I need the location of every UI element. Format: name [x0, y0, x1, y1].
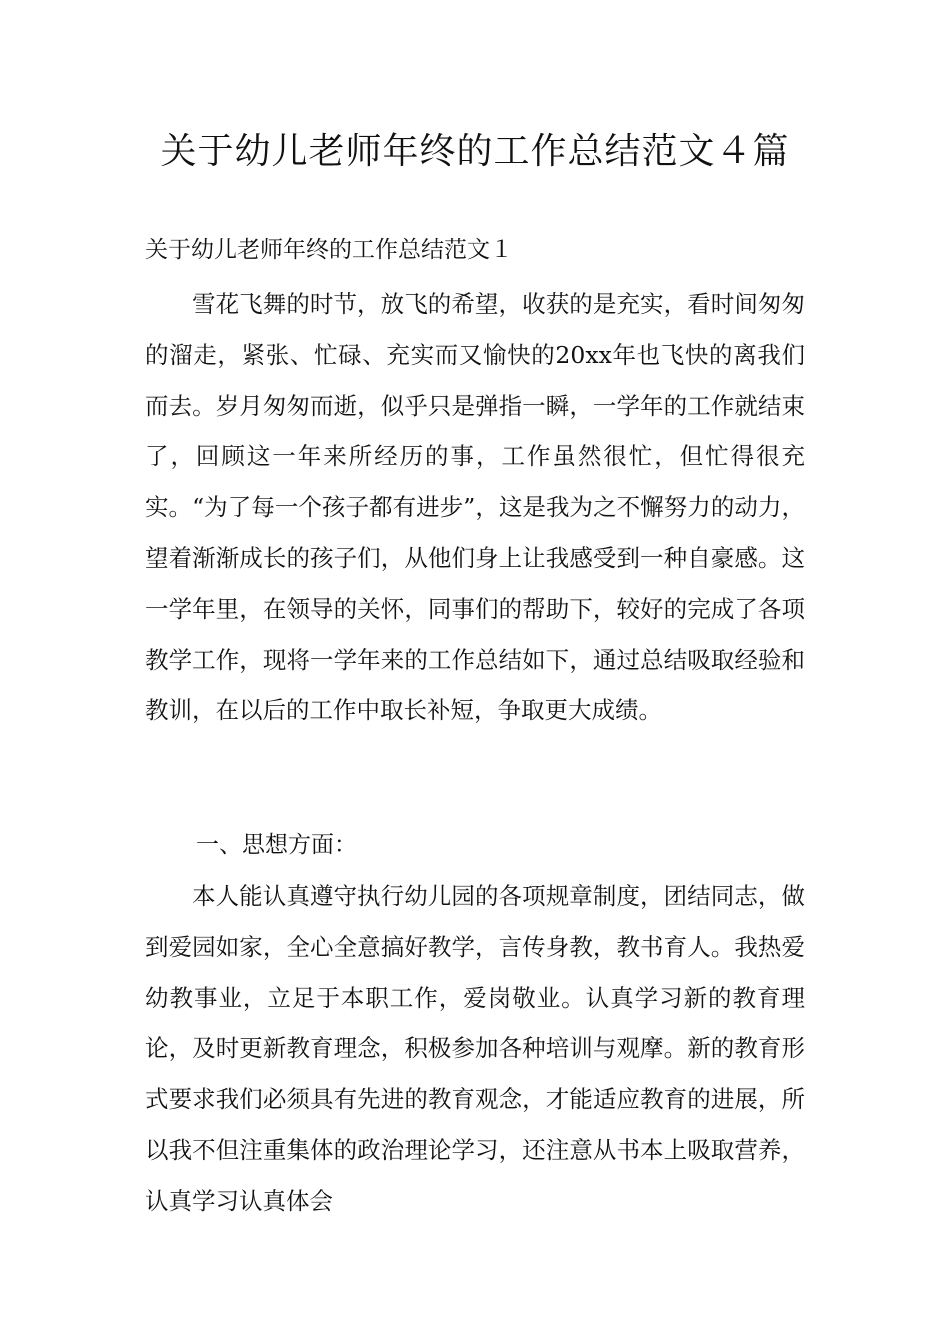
body-paragraph-1: 雪花飞舞的时节，放飞的希望，收获的是充实，看时间匆匆的溜走，紧张、忙碌、充实而又愉快的20xx年也飞快的离我们而去。岁月匆匆而逝，似乎只是弹指一瞬，一学年的工作就结束了，回顾这一年来所经历的事，工作虽然很忙，但忙得很充实。“为了每一个孩子都有进步”，这是我为之不懈努力的动力，望着渐渐成长的孩子们，从他们身上让我感受到一种自豪感。这一学年里，在领导的关怀，同事们的帮助下，较好的完成了各项教学工作，现将一学年来的工作总结如下，通过总结吸取经验和教训，在以后的工作中取长补短，争取更大成绩。 — [145, 290, 805, 725]
document-title: 关于幼儿老师年终的工作总结范文４篇 — [160, 131, 790, 172]
subheading-thought: 一、思想方面： — [196, 832, 357, 858]
body-paragraph-2: 本人能认真遵守执行幼儿园的各项规章制度，团结同志，做到爱园如家，全心全意搞好教学，言传身教，教书育人。我热爱幼教事业，立足于本职工作，爱岗敬业。认真学习新的教育理论，及时更新教育理念，积极参加各种培训与观摩。新的教育形式要求我们必须具有先进的教育观念，才能适应教育的进展，所以我不但注重集体的政治理论学习，还注意从书本上吸取营养，认真学习认真体会 — [145, 882, 805, 1215]
section-heading: 关于幼儿老师年终的工作总结范文１ — [145, 237, 513, 263]
